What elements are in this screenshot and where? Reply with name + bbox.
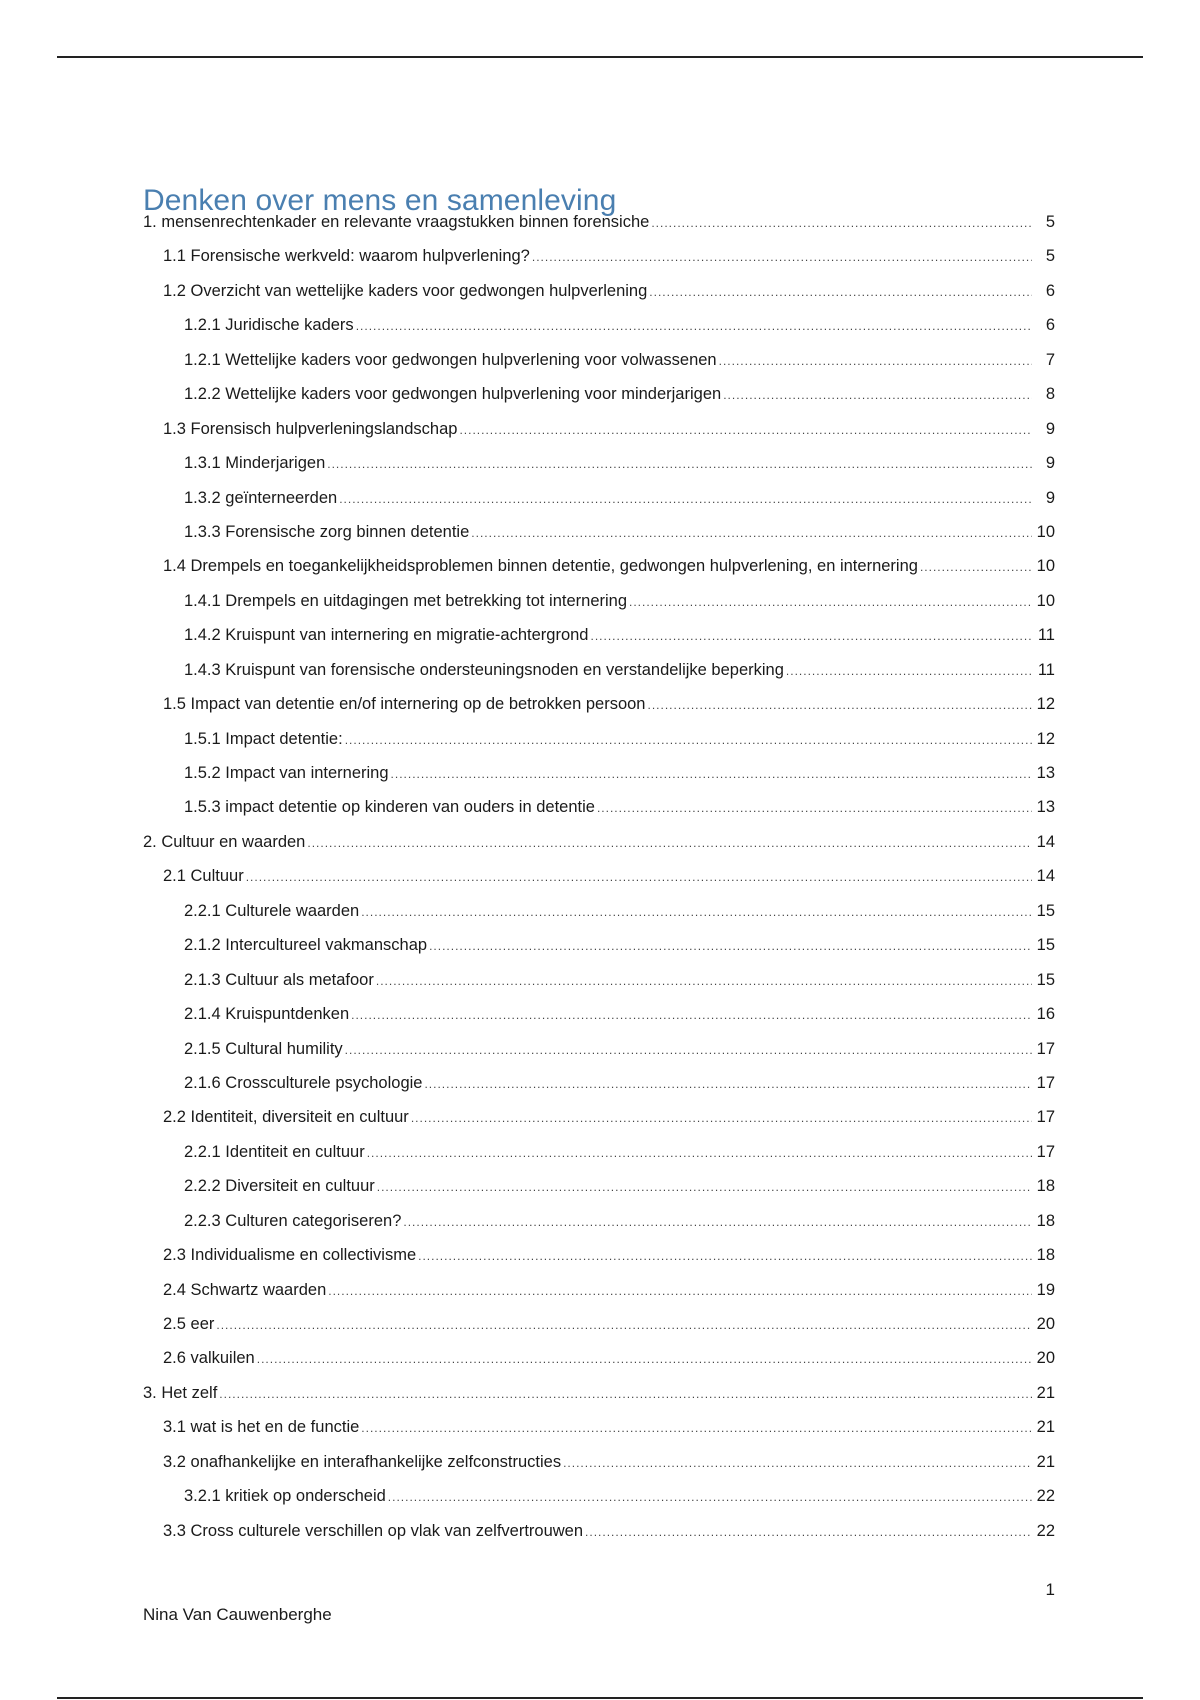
toc-dot-leader — [648, 688, 1033, 722]
toc-entry-title[interactable]: 1.1 Forensische werkveld: waarom hulpverlening? — [163, 247, 530, 266]
toc-entry-page[interactable]: 9 — [1045, 419, 1055, 438]
toc-entry-page[interactable]: 10 — [1036, 557, 1055, 576]
toc-entry[interactable] — [143, 1445, 1055, 1479]
toc-entry-title[interactable]: 1.2.1 Juridische kaders — [184, 316, 354, 335]
toc-entry[interactable] — [143, 722, 1055, 756]
header-rule — [57, 56, 1143, 58]
toc-entry-page[interactable]: 12 — [1036, 729, 1055, 748]
toc-entry-page[interactable]: 18 — [1036, 1246, 1055, 1265]
toc-dot-leader — [388, 1480, 1032, 1514]
toc-dot-leader — [585, 1515, 1032, 1549]
toc-dot-leader — [424, 1067, 1032, 1101]
toc-entry[interactable] — [143, 515, 1055, 549]
toc-entry-page[interactable]: 22 — [1036, 1521, 1055, 1540]
toc-entry-title[interactable]: 1.3 Forensisch hulpverleningslandschap — [163, 419, 458, 438]
toc-entry-title[interactable]: 2.2 Identiteit, diversiteit en cultuur — [163, 1108, 409, 1127]
toc-entry[interactable] — [143, 343, 1055, 377]
page-number: 1 — [1045, 1580, 1055, 1599]
toc-entry[interactable] — [143, 481, 1055, 515]
toc-dot-leader — [597, 791, 1032, 825]
toc-dot-leader — [649, 275, 1032, 309]
toc-entry-title[interactable]: 2.1.3 Cultuur als metafoor — [184, 970, 374, 989]
toc-entry-page[interactable]: 8 — [1045, 385, 1055, 404]
toc-entry[interactable] — [143, 1169, 1055, 1203]
toc-entry-title[interactable]: 2.1 Cultuur — [163, 867, 244, 886]
toc-entry-title[interactable]: 1.3.2 geïnterneerden — [184, 488, 338, 507]
toc-dot-leader — [471, 516, 1032, 550]
toc-dot-leader — [307, 826, 1032, 860]
toc-entry-page[interactable]: 20 — [1036, 1349, 1055, 1368]
toc-entry-page[interactable]: 6 — [1045, 281, 1055, 300]
toc-entry-title[interactable]: 2.2.1 Culturele waarden — [184, 901, 360, 920]
toc-entry-page[interactable]: 15 — [1036, 936, 1055, 955]
toc-entry-page[interactable]: 19 — [1036, 1280, 1055, 1299]
toc-entry[interactable] — [143, 1376, 1055, 1410]
toc-entry-page[interactable]: 21 — [1036, 1383, 1055, 1402]
toc-entry-title[interactable]: 1.2.2 Wettelijke kaders voor gedwongen hulpverlening voor minderjarigen — [184, 385, 722, 404]
toc-entry-page[interactable]: 21 — [1036, 1452, 1055, 1471]
toc-dot-leader — [246, 860, 1032, 894]
toc-entry[interactable] — [143, 1135, 1055, 1169]
toc-entry-title[interactable]: 3.3 Cross culturele verschillen op vlak van zelfvertrouwen — [163, 1521, 584, 1540]
toc-entry-page[interactable]: 15 — [1036, 901, 1055, 920]
toc-entry[interactable] — [143, 618, 1055, 652]
toc-entry-title[interactable]: 2.6 valkuilen — [163, 1349, 255, 1368]
toc-entry-page[interactable]: 16 — [1036, 1005, 1055, 1024]
toc-entry-title[interactable]: 2.1.5 Cultural humility — [184, 1039, 343, 1058]
footer-rule — [57, 1697, 1143, 1699]
toc-entry[interactable] — [143, 825, 1055, 859]
toc-entry-page[interactable]: 17 — [1036, 1142, 1055, 1161]
toc-dot-leader — [345, 723, 1032, 757]
toc-entry-page[interactable]: 18 — [1036, 1211, 1055, 1230]
toc-dot-leader — [411, 1101, 1032, 1135]
toc-dot-leader — [356, 309, 1032, 343]
toc-entry-title[interactable]: 2.1.4 Kruispuntdenken — [184, 1005, 350, 1024]
toc-entry[interactable] — [143, 308, 1055, 342]
footer-author: Nina Van Cauwenberghe — [143, 1605, 332, 1624]
toc-entry-page[interactable]: 14 — [1036, 832, 1055, 851]
toc-dot-leader — [723, 378, 1032, 412]
toc-entry-title[interactable]: 1.2 Overzicht van wettelijke kaders voor gedwongen hulpverlening — [163, 281, 648, 300]
toc-dot-leader — [532, 240, 1032, 274]
toc-entry-page[interactable]: 14 — [1036, 867, 1055, 886]
toc-dot-leader — [361, 1411, 1032, 1445]
toc-dot-leader — [216, 1308, 1032, 1342]
toc-entry[interactable] — [143, 584, 1055, 618]
toc-entry-title[interactable]: 1.5.2 Impact van internering — [184, 764, 389, 782]
toc-entry-page[interactable]: 21 — [1036, 1418, 1055, 1437]
toc-dot-leader — [429, 929, 1032, 963]
toc-entry-title[interactable]: 1.2.1 Wettelijke kaders voor gedwongen hulpverlening voor volwassenen — [184, 350, 717, 369]
toc-entry[interactable] — [143, 928, 1055, 962]
toc-entry-title[interactable]: 2.3 Individualisme en collectivisme — [163, 1246, 417, 1265]
toc-entry[interactable] — [143, 653, 1055, 687]
toc-entry[interactable] — [143, 1238, 1055, 1272]
document-title: Denken over mens en samenleving — [143, 184, 617, 218]
toc-dot-leader — [376, 964, 1032, 998]
toc-entry[interactable] — [143, 997, 1055, 1031]
toc-entry[interactable] — [143, 239, 1055, 273]
table-of-contents — [143, 205, 1055, 1548]
toc-entry-title[interactable]: 1.4.3 Kruispunt van forensische ondersteuningsnoden en verstandelijke beperking — [184, 660, 784, 679]
toc-entry-page[interactable]: 9 — [1045, 488, 1055, 507]
toc-entry-page[interactable]: 15 — [1036, 970, 1055, 989]
toc-entry-title[interactable]: 2. Cultuur en waarden — [143, 832, 306, 851]
toc-dot-leader — [719, 344, 1032, 378]
toc-entry[interactable] — [143, 1100, 1055, 1134]
toc-entry-page[interactable]: 5 — [1045, 247, 1055, 266]
toc-entry-title[interactable]: 1.3.1 Minderjarigen — [184, 454, 326, 473]
toc-entry-page[interactable]: 5 — [1045, 213, 1055, 231]
toc-entry[interactable] — [143, 894, 1055, 928]
toc-entry[interactable] — [143, 790, 1055, 824]
toc-entry-title[interactable]: 1.4 Drempels en toegankelijkheidsproblemen binnen detentie, gedwongen hulpverlening, en internering — [163, 557, 918, 576]
toc-entry-title[interactable]: 2.1.6 Crossculturele psychologie — [184, 1073, 423, 1092]
toc-entry[interactable] — [143, 205, 1055, 239]
toc-dot-leader — [367, 1136, 1032, 1170]
toc-entry[interactable] — [143, 1410, 1055, 1444]
toc-dot-leader — [351, 998, 1032, 1032]
toc-entry-title[interactable]: 1.4.1 Drempels en uitdagingen met betrekking tot internering — [184, 591, 628, 610]
toc-entry-page[interactable]: 12 — [1036, 695, 1055, 714]
toc-dot-leader — [651, 206, 1032, 240]
toc-dot-leader — [219, 1377, 1032, 1411]
toc-entry-page[interactable]: 13 — [1036, 798, 1055, 817]
toc-entry-title[interactable]: 1.3.3 Forensische zorg binnen detentie — [184, 522, 470, 541]
toc-dot-leader — [377, 1170, 1032, 1204]
toc-dot-leader — [327, 447, 1032, 481]
toc-entry[interactable] — [143, 859, 1055, 893]
toc-entry-title[interactable]: 1.5.3 impact detentie op kinderen van ouders in detentie — [184, 798, 595, 817]
toc-entry[interactable] — [143, 549, 1055, 583]
toc-entry-page[interactable]: 11 — [1037, 626, 1055, 645]
toc-entry-title[interactable]: 2.2.3 Culturen categoriseren? — [184, 1211, 402, 1230]
toc-entry[interactable] — [143, 446, 1055, 480]
toc-dot-leader — [563, 1446, 1032, 1480]
toc-entry-title[interactable]: 3.2.1 kritiek op onderscheid — [184, 1487, 386, 1506]
toc-dot-leader — [786, 654, 1032, 688]
toc-dot-leader — [459, 413, 1032, 447]
toc-entry[interactable] — [143, 1273, 1055, 1307]
toc-entry[interactable] — [143, 377, 1055, 411]
toc-entry-page[interactable]: 7 — [1045, 350, 1055, 369]
toc-entry-page[interactable]: 10 — [1036, 522, 1055, 541]
toc-dot-leader — [361, 895, 1032, 929]
toc-entry-title[interactable]: 3. Het zelf — [143, 1383, 218, 1402]
toc-entry-page[interactable]: 17 — [1036, 1108, 1055, 1127]
toc-dot-leader — [391, 757, 1032, 791]
toc-entry[interactable] — [143, 412, 1055, 446]
toc-entry[interactable] — [143, 274, 1055, 308]
toc-dot-leader — [403, 1205, 1032, 1239]
toc-entry-title[interactable]: 2.5 eer — [163, 1315, 215, 1333]
toc-dot-leader — [590, 619, 1032, 653]
toc-entry[interactable] — [143, 1479, 1055, 1513]
toc-dot-leader — [257, 1342, 1032, 1376]
toc-entry-page[interactable]: 6 — [1045, 316, 1055, 335]
toc-dot-leader — [345, 1033, 1032, 1067]
toc-entry-page[interactable]: 18 — [1036, 1177, 1055, 1196]
toc-entry[interactable] — [143, 1307, 1055, 1341]
toc-entry[interactable] — [143, 1341, 1055, 1375]
toc-dot-leader — [920, 550, 1032, 584]
toc-entry-page[interactable]: 9 — [1045, 454, 1055, 473]
toc-entry-title[interactable]: 1.5.1 Impact detentie: — [184, 729, 343, 748]
toc-entry[interactable] — [143, 963, 1055, 997]
toc-entry-page[interactable]: 11 — [1037, 660, 1055, 679]
toc-entry[interactable] — [143, 1032, 1055, 1066]
toc-dot-leader — [339, 482, 1032, 516]
toc-entry[interactable] — [143, 1066, 1055, 1100]
toc-entry-page[interactable]: 13 — [1036, 764, 1055, 782]
toc-entry-page[interactable]: 17 — [1036, 1073, 1055, 1092]
toc-entry-title[interactable]: 2.4 Schwartz waarden — [163, 1280, 327, 1299]
toc-entry[interactable] — [143, 687, 1055, 721]
toc-dot-leader — [328, 1274, 1032, 1308]
toc-dot-leader — [629, 585, 1032, 619]
toc-entry-page[interactable]: 20 — [1036, 1315, 1055, 1333]
toc-entry-title[interactable]: 2.1.2 Intercultureel vakmanschap — [184, 936, 428, 955]
toc-entry-title[interactable]: 1.5 Impact van detentie en/of internering op de betrokken persoon — [163, 695, 646, 714]
toc-entry-page[interactable]: 17 — [1036, 1039, 1055, 1058]
toc-entry-title[interactable]: 3.1 wat is het en de functie — [163, 1418, 360, 1437]
toc-entry-title[interactable]: 2.2.2 Diversiteit en cultuur — [184, 1177, 375, 1196]
toc-entry[interactable] — [143, 1514, 1055, 1548]
toc-entry-title[interactable]: 3.2 onafhankelijke en interafhankelijke zelfconstructies — [163, 1452, 562, 1471]
toc-entry-title[interactable]: 1.4.2 Kruispunt van internering en migratie-achtergrond — [184, 626, 589, 645]
toc-entry-page[interactable]: 10 — [1036, 591, 1055, 610]
toc-entry-title[interactable]: 1. mensenrechtenkader en relevante vraagstukken binnen forensiche — [143, 213, 650, 231]
toc-entry-title[interactable]: 2.2.1 Identiteit en cultuur — [184, 1142, 365, 1161]
toc-entry[interactable] — [143, 1204, 1055, 1238]
toc-entry-page[interactable]: 22 — [1036, 1487, 1055, 1506]
toc-entry[interactable] — [143, 756, 1055, 790]
toc-dot-leader — [418, 1239, 1032, 1273]
